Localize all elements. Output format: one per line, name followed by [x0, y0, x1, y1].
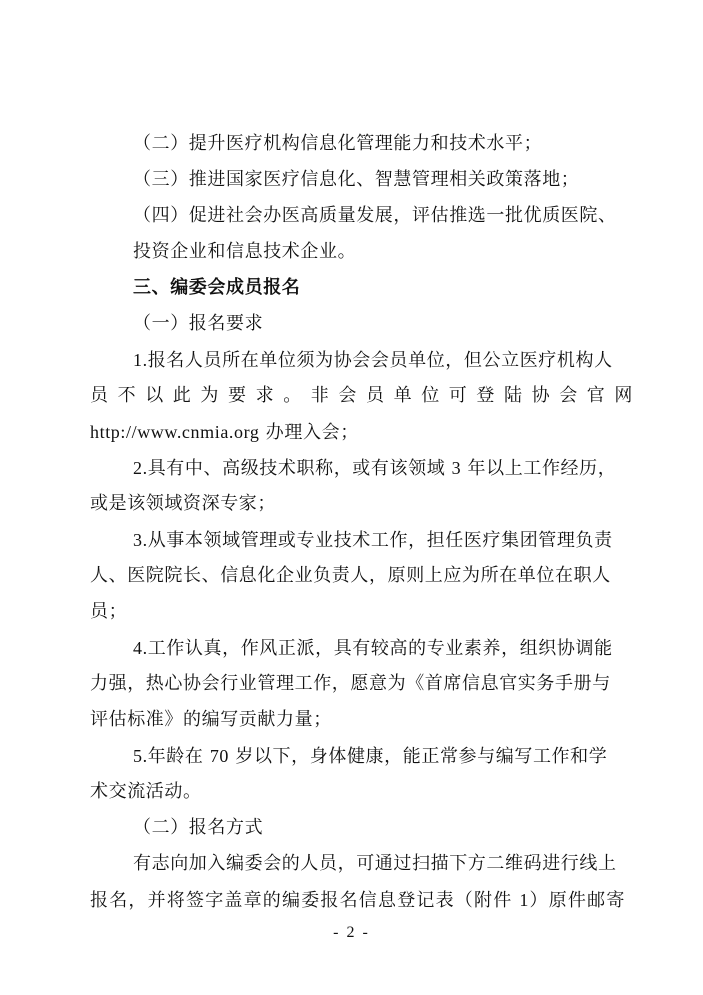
method-line-2	[90, 888, 626, 913]
requirement-4-number: 4.	[133, 638, 148, 658]
objective-item-4-line-1: （四）促进社会办医高质量发展，评估推选一批优质医院、	[133, 205, 617, 226]
requirement-1-line-1	[133, 348, 613, 373]
requirement-5-text-a: 年龄在	[147, 746, 210, 767]
objective-item-2: （二）提升医疗机构信息化管理能力和技术水平；	[133, 133, 543, 154]
subsection-heading-requirements: （一）报名要求	[133, 313, 264, 334]
requirement-5-line-2: 术交流活动。	[90, 781, 202, 802]
method-text-b: ）原件邮寄	[529, 890, 626, 911]
requirement-5-number: 5.	[133, 746, 148, 766]
requirement-3-line-2: 人、医院院长、信息化企业负责人，原则上应为所在单位在职人	[90, 565, 611, 586]
requirement-1-number: 1.	[133, 350, 148, 370]
section-heading: 三、编委会成员报名	[133, 277, 301, 298]
requirement-5-text-b: 岁以下，身体健康，能正常参与编写工作和学	[229, 746, 608, 767]
requirement-4-line-3: 评估标准》的编写贡献力量；	[90, 709, 332, 730]
method-text-a: 报名，并将签字盖章的编委报名信息登记表（附件	[90, 890, 520, 911]
requirement-2-line-1	[133, 456, 616, 481]
subsection-heading-method: （二）报名方式	[133, 817, 264, 838]
requirement-5-age: 70	[209, 746, 230, 766]
requirement-1-line-2: 员不以此为要求。非会员单位可登陆协会官网	[90, 385, 642, 406]
requirement-3-number: 3.	[133, 530, 148, 550]
objective-item-3: （三）推进国家医疗信息化、智慧管理相关政策落地；	[133, 169, 580, 190]
association-website-link: http://www.cnmia.org	[90, 422, 260, 442]
requirement-2-years: 3	[451, 458, 462, 478]
requirement-2-text-b: 年以上工作经历，	[461, 458, 617, 479]
requirement-1-line-3	[90, 420, 359, 445]
page-number: - 2 -	[333, 924, 370, 941]
requirement-5-line-1	[133, 744, 607, 769]
requirement-3-text: 从事本领域管理或专业技术工作，担任医疗集团管理负责	[147, 530, 613, 551]
requirement-4-line-1	[133, 636, 613, 661]
requirement-1-text: 报名人员所在单位须为协会会员单位，但公立医疗机构人	[147, 350, 613, 371]
requirement-3-line-3: 员；	[90, 601, 128, 622]
method-attachment-number: 1	[519, 890, 530, 910]
requirement-4-text: 工作认真，作风正派，具有较高的专业素养，组织协调能	[147, 638, 613, 659]
requirement-3-line-1	[133, 528, 613, 553]
objective-item-4-line-2: 投资企业和信息技术企业。	[133, 241, 357, 262]
method-line-1: 有志向加入编委会的人员，可通过扫描下方二维码进行线上	[133, 853, 617, 874]
requirement-4-line-2: 力强，热心协会行业管理工作，愿意为《首席信息官实务手册与	[90, 673, 611, 694]
requirement-2-text-a: 具有中、高级技术职称，或有该领域	[147, 458, 452, 479]
requirement-2-number: 2.	[133, 458, 148, 478]
requirement-1-join-text: 办理入会；	[259, 422, 359, 443]
requirement-2-line-2: 或是该领域资深专家；	[90, 493, 276, 514]
